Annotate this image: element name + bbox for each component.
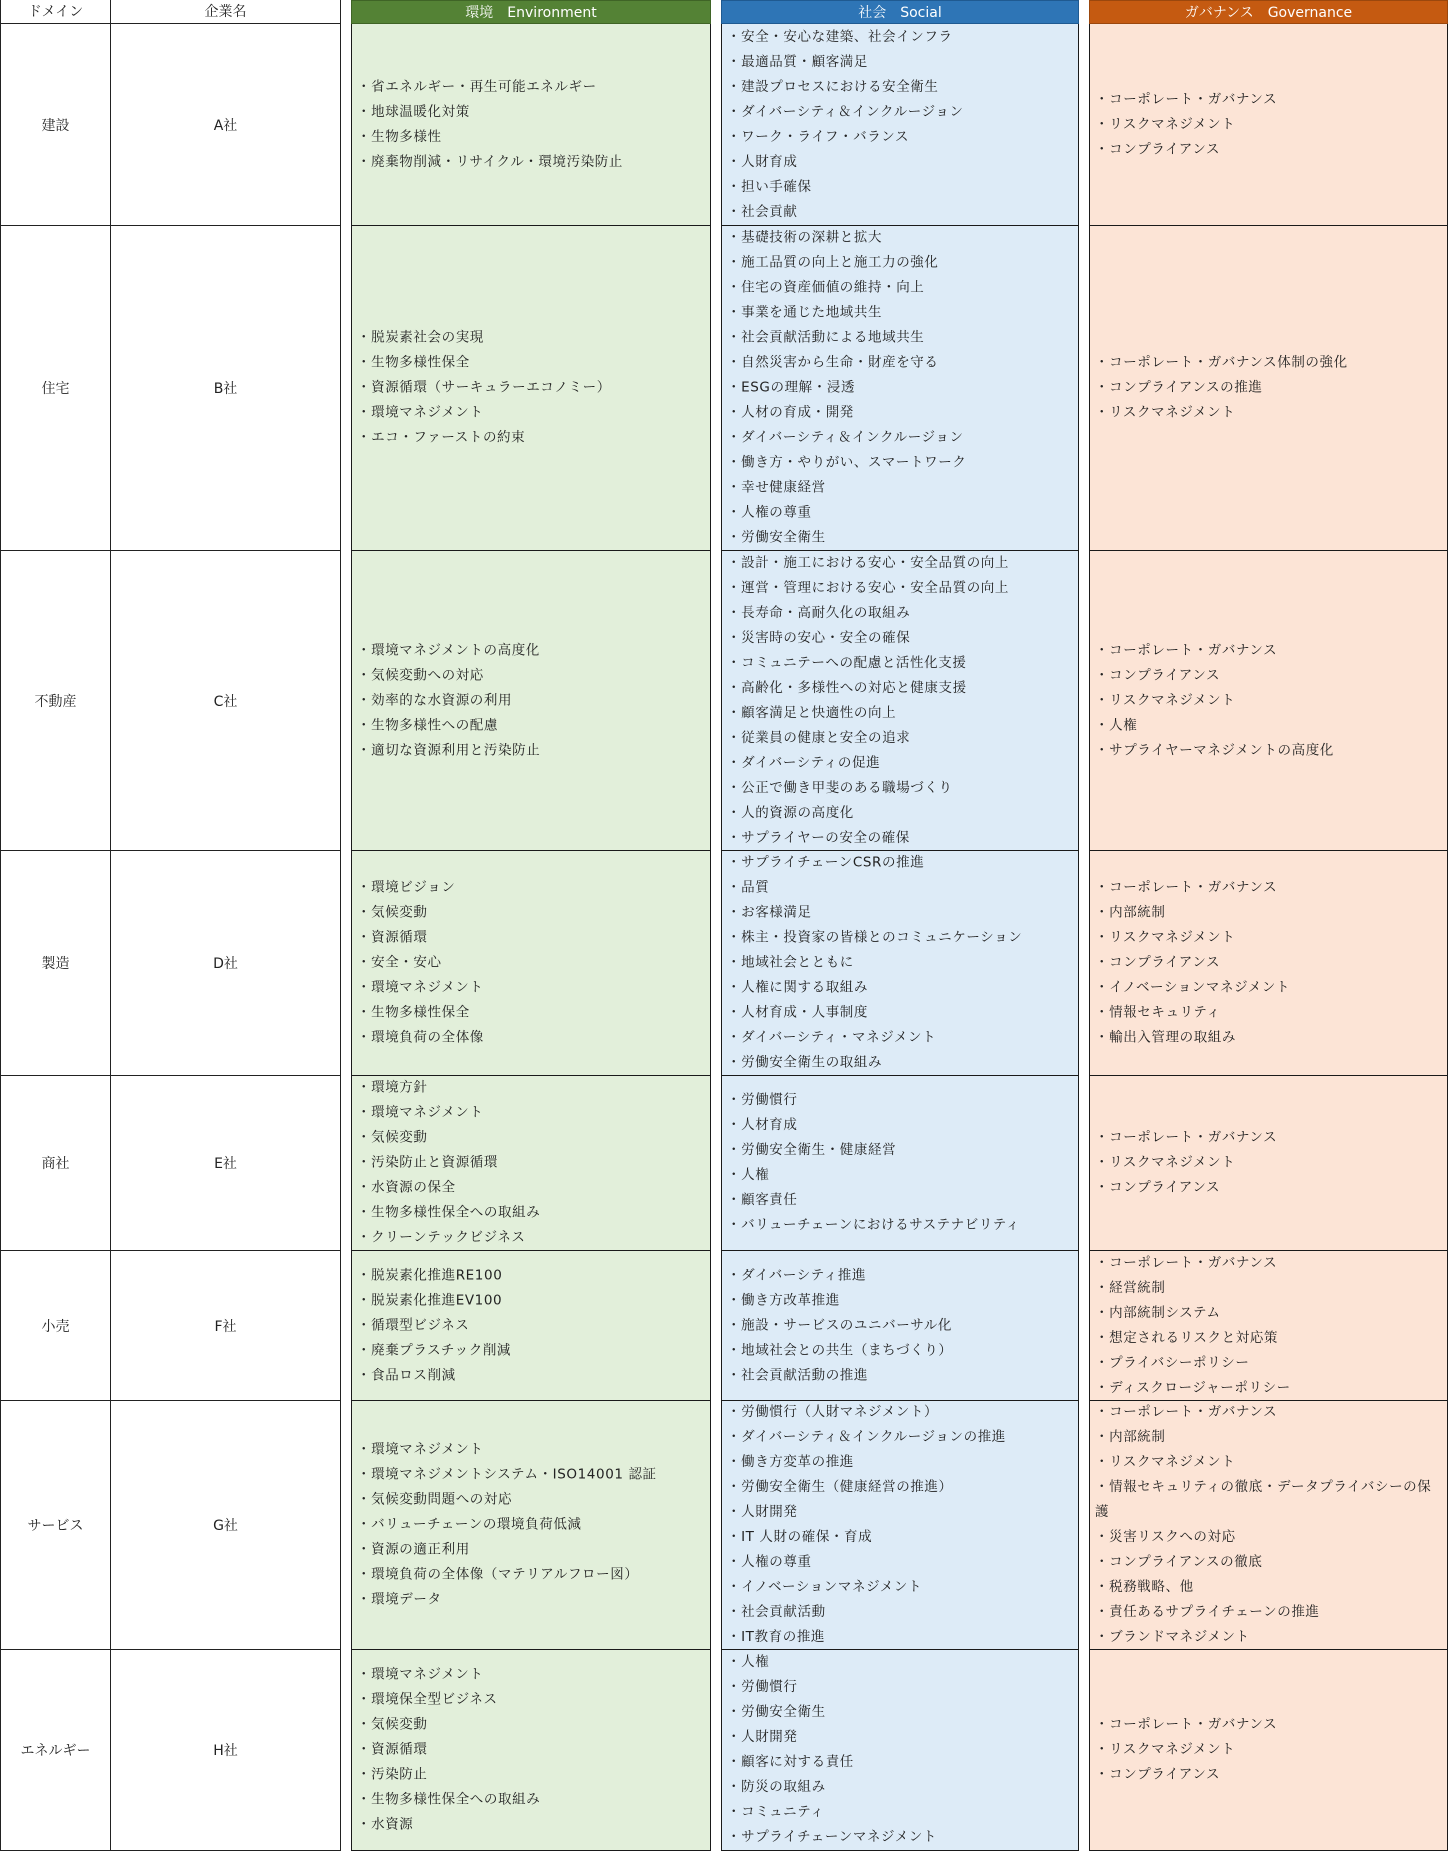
list-item: ・人権に関する取組み	[727, 979, 868, 996]
environment-list	[357, 326, 706, 451]
list-item: ・環境方針	[357, 1079, 428, 1096]
table-row	[0, 851, 1448, 1076]
list-item: ・ダイバーシティ＆インクルージョン	[727, 429, 964, 446]
social-cell	[721, 1251, 1079, 1401]
governance-cell	[1089, 1401, 1448, 1650]
list-item: ・コンプライアンスの推進	[1095, 379, 1263, 396]
list-item: ・運営・管理における安心・安全品質の向上	[727, 579, 1009, 596]
table-row	[0, 1076, 1448, 1251]
list-item: ・サプライヤーマネジメントの高度化	[1095, 742, 1334, 758]
list-item: ・脱炭素社会の実現	[357, 329, 484, 346]
list-item: ・汚染防止	[357, 1766, 428, 1783]
list-item: ・安全・安心	[357, 954, 442, 971]
list-item: ・コンプライアンス	[1095, 954, 1221, 971]
social-cell	[721, 1650, 1079, 1851]
governance-list	[1095, 1400, 1443, 1650]
governance-cell	[1089, 226, 1448, 551]
table-row	[0, 551, 1448, 851]
environment-cell	[351, 1401, 711, 1650]
header-social: 社会 Social	[721, 0, 1079, 24]
list-item: ・気候変動への対応	[357, 667, 484, 683]
domain-cell: 建設	[0, 24, 111, 226]
list-item: ・内部統制	[1095, 904, 1166, 921]
list-item: ・人権の尊重	[727, 1554, 812, 1570]
list-item: ・リスクマネジメント	[1095, 1154, 1236, 1171]
environment-cell	[351, 851, 711, 1076]
list-item: ・人材育成・人事制度	[727, 1004, 868, 1021]
company-cell: A社	[111, 24, 341, 226]
list-item: ・生物多様性保全への取組み	[357, 1204, 541, 1221]
company-cell: H社	[111, 1650, 341, 1851]
social-list	[727, 1088, 1074, 1238]
list-item: ・プライバシーポリシー	[1095, 1354, 1250, 1371]
list-item: ・地域社会とともに	[727, 954, 854, 971]
list-item: ・最適品質・顧客満足	[727, 53, 868, 70]
list-item: ・コーポレート・ガバナンス	[1095, 1716, 1278, 1733]
list-item: ・水資源の保全	[357, 1179, 456, 1196]
list-item: ・働き方変革の推進	[727, 1454, 854, 1470]
list-item: ・担い手確保	[727, 178, 812, 195]
list-item: ・コンプライアンス	[1095, 1179, 1221, 1196]
list-item: ・働き方・やりがい、スマートワーク	[727, 454, 967, 471]
list-item: ・ディスクロージャーポリシー	[1095, 1379, 1291, 1396]
list-item: ・コンプライアンス	[1095, 1766, 1221, 1783]
list-item: ・リスクマネジメント	[1095, 929, 1236, 946]
list-item: ・環境マネジメントの高度化	[357, 642, 540, 658]
list-item: ・汚染防止と資源循環	[357, 1154, 498, 1171]
list-item: ・社会貢献活動による地域共生	[727, 329, 925, 346]
list-item: ・自然災害から生命・財産を守る	[727, 354, 939, 371]
list-item: ・環境マネジメント	[357, 404, 484, 421]
list-item: ・環境マネジメント	[357, 1666, 484, 1683]
list-item: ・環境負荷の全体像（マテリアルフロー図）	[357, 1566, 639, 1583]
table-row	[0, 1251, 1448, 1401]
list-item: ・情報セキュリティの徹底・データプライバシーの保護	[1095, 1479, 1432, 1520]
social-list	[727, 1650, 1074, 1850]
list-item: ・コーポレート・ガバナンス	[1095, 91, 1278, 107]
list-item: ・労働安全衛生・健康経営	[727, 1142, 897, 1158]
table-row	[0, 1401, 1448, 1650]
list-item: ・内部統制	[1095, 1429, 1166, 1445]
list-item: ・イノベーションマネジメント	[727, 1579, 923, 1595]
list-item: ・人財育成	[727, 153, 798, 170]
list-item: ・高齢化・多様性への対応と健康支援	[727, 679, 967, 696]
list-item: ・効率的な水資源の利用	[357, 692, 513, 708]
list-item: ・コーポレート・ガバナンス体制の強化	[1095, 354, 1348, 371]
list-item: ・イノベーションマネジメント	[1095, 979, 1291, 996]
list-item: ・人権	[727, 1654, 770, 1670]
environment-list	[357, 1076, 706, 1251]
list-item: ・基礎技術の深耕と拡大	[727, 229, 883, 246]
domain-cell: 製造	[0, 851, 111, 1076]
list-item: ・内部統制システム	[1095, 1304, 1221, 1321]
list-item: ・リスクマネジメント	[1095, 1741, 1236, 1758]
social-cell	[721, 1076, 1079, 1251]
list-item: ・環境保全型ビジネス	[357, 1691, 498, 1708]
list-item: ・人財開発	[727, 1504, 798, 1520]
list-item: ・サプライチェーンCSRの推進	[727, 854, 925, 871]
list-item: ・人材の育成・開発	[727, 404, 854, 421]
list-item: ・クリーンテックビジネス	[357, 1229, 526, 1246]
list-item: ・コーポレート・ガバナンス	[1095, 1404, 1278, 1420]
environment-list	[357, 638, 706, 763]
social-list	[727, 25, 1074, 225]
governance-cell	[1089, 551, 1448, 851]
environment-cell	[351, 1251, 711, 1401]
list-item: ・脱炭素化推進RE100	[357, 1267, 503, 1283]
list-item: ・ワーク・ライフ・バランス	[727, 128, 910, 145]
list-item: ・生物多様性	[357, 128, 442, 145]
social-cell	[721, 551, 1079, 851]
list-item: ・地球温暖化対策	[357, 103, 470, 120]
environment-list	[357, 1438, 706, 1613]
list-item: ・気候変動	[357, 1129, 428, 1146]
list-item: ・適切な資源利用と汚染防止	[357, 742, 541, 758]
list-item: ・顧客に対する責任	[727, 1754, 854, 1770]
list-item: ・顧客責任	[727, 1192, 798, 1208]
list-item: ・災害リスクへの対応	[1095, 1529, 1236, 1545]
header-row	[0, 0, 1448, 24]
list-item: ・株主・投資家の皆様とのコミュニケーション	[727, 929, 1023, 946]
list-item: ・IT教育の推進	[727, 1629, 826, 1645]
environment-list	[357, 75, 706, 175]
list-item: ・コンプライアンス	[1095, 667, 1221, 683]
company-cell: C社	[111, 551, 341, 851]
domain-cell: 住宅	[0, 226, 111, 551]
domain-cell: エネルギー	[0, 1650, 111, 1851]
list-item: ・廃棄プラスチック削減	[357, 1342, 512, 1358]
list-item: ・施工品質の向上と施工力の強化	[727, 254, 939, 271]
list-item: ・食品ロス削減	[357, 1367, 456, 1383]
list-item: ・循環型ビジネス	[357, 1317, 470, 1333]
list-item: ・コーポレート・ガバナンス	[1095, 1254, 1278, 1271]
governance-cell	[1089, 1251, 1448, 1401]
governance-list	[1095, 876, 1443, 1051]
list-item: ・資源の適正利用	[357, 1541, 470, 1558]
social-list	[727, 551, 1074, 851]
list-item: ・ブランドマネジメント	[1095, 1629, 1250, 1645]
list-item: ・地域社会との共生（まちづくり）	[727, 1342, 953, 1358]
list-item: ・気候変動問題への対応	[357, 1491, 513, 1508]
list-item: ・働き方改革推進	[727, 1292, 840, 1308]
list-item: ・コーポレート・ガバナンス	[1095, 879, 1278, 896]
list-item: ・人的資源の高度化	[727, 804, 854, 821]
list-item: ・お客様満足	[727, 904, 812, 921]
list-item: ・資源循環（サーキュラーエコノミー）	[357, 379, 611, 396]
list-item: ・社会貢献	[727, 203, 798, 220]
domain-cell: サービス	[0, 1401, 111, 1650]
list-item: ・人権	[1095, 717, 1138, 733]
list-item: ・情報セキュリティ	[1095, 1004, 1221, 1021]
list-item: ・ダイバーシティ＆インクルージョンの推進	[727, 1429, 1006, 1445]
governance-list	[1095, 351, 1443, 426]
list-item: ・省エネルギー・再生可能エネルギー	[357, 78, 597, 95]
header-company: 企業名	[111, 0, 341, 24]
list-item: ・コミュニティ	[727, 1804, 825, 1820]
list-item: ・サプライチェーンマネジメント	[727, 1829, 938, 1845]
list-item: ・資源循環	[357, 1741, 428, 1758]
list-item: ・水資源	[357, 1816, 414, 1833]
domain-cell: 商社	[0, 1076, 111, 1251]
list-item: ・労働慣行	[727, 1092, 798, 1108]
environment-cell	[351, 226, 711, 551]
header-domain: ドメイン	[0, 0, 111, 24]
list-item: ・環境負荷の全体像	[357, 1029, 484, 1046]
governance-list	[1095, 87, 1443, 162]
list-item: ・労働安全衛生	[727, 1704, 826, 1720]
list-item: ・防災の取組み	[727, 1779, 826, 1795]
list-item: ・コーポレート・ガバナンス	[1095, 1129, 1278, 1146]
list-item: ・社会貢献活動の推進	[727, 1367, 868, 1383]
list-item: ・顧客満足と快適性の向上	[727, 704, 897, 721]
social-cell	[721, 226, 1079, 551]
list-item: ・生物多様性保全への取組み	[357, 1791, 541, 1808]
environment-list	[357, 1263, 706, 1388]
company-cell: B社	[111, 226, 341, 551]
environment-cell	[351, 551, 711, 851]
company-cell: F社	[111, 1251, 341, 1401]
list-item: ・幸せ健康経営	[727, 479, 826, 496]
list-item: ・環境マネジメント	[357, 979, 484, 996]
environment-list	[357, 876, 706, 1051]
list-item: ・ダイバーシティ＆インクルージョン	[727, 103, 964, 120]
environment-list	[357, 1663, 706, 1838]
environment-cell	[351, 24, 711, 226]
list-item: ・人権	[727, 1167, 770, 1183]
governance-list	[1095, 1251, 1443, 1401]
list-item: ・ダイバーシティ・マネジメント	[727, 1029, 937, 1046]
governance-list	[1095, 1713, 1443, 1788]
list-item: ・サプライヤーの安全の確保	[727, 829, 910, 846]
governance-list	[1095, 638, 1443, 763]
list-item: ・気候変動	[357, 904, 428, 921]
company-cell: D社	[111, 851, 341, 1076]
list-item: ・建設プロセスにおける安全衛生	[727, 78, 939, 95]
governance-cell	[1089, 851, 1448, 1076]
list-item: ・輸出入管理の取組み	[1095, 1029, 1236, 1046]
environment-cell	[351, 1650, 711, 1851]
list-item: ・労働安全衛生の取組み	[727, 1054, 883, 1071]
table-row	[0, 1650, 1448, 1851]
list-item: ・災害時の安心・安全の確保	[727, 629, 911, 646]
social-cell	[721, 1401, 1079, 1650]
list-item: ・労働慣行（人財マネジメント）	[727, 1404, 939, 1420]
list-item: ・長寿命・高耐久化の取組み	[727, 604, 911, 621]
list-item: ・コーポレート・ガバナンス	[1095, 642, 1278, 658]
list-item: ・ダイバーシティ推進	[727, 1267, 867, 1283]
list-item: ・環境マネジメント	[357, 1104, 484, 1121]
governance-list	[1095, 1126, 1443, 1201]
list-item: ・安全・安心な建築、社会インフラ	[727, 28, 953, 45]
governance-cell	[1089, 1076, 1448, 1251]
list-item: ・リスクマネジメント	[1095, 1454, 1236, 1470]
list-item: ・想定されるリスクと対応策	[1095, 1329, 1279, 1346]
list-item: ・施設・サービスのユニバーサル化	[727, 1317, 952, 1333]
list-item: ・生物多様性保全	[357, 354, 470, 371]
list-item: ・脱炭素化推進EV100	[357, 1292, 503, 1308]
list-item: ・人材育成	[727, 1117, 798, 1133]
list-item: ・経営統制	[1095, 1279, 1166, 1296]
environment-cell	[351, 1076, 711, 1251]
table-row	[0, 226, 1448, 551]
list-item: ・住宅の資産価値の維持・向上	[727, 279, 925, 296]
social-list	[727, 226, 1074, 551]
list-item: ・労働安全衛生	[727, 529, 826, 546]
governance-cell	[1089, 24, 1448, 226]
list-item: ・環境データ	[357, 1591, 442, 1608]
list-item: ・廃棄物削減・リサイクル・環境汚染防止	[357, 153, 624, 170]
list-item: ・税務戦略、他	[1095, 1579, 1194, 1595]
header-environment: 環境 Environment	[351, 0, 711, 24]
header-governance: ガバナンス Governance	[1089, 0, 1448, 24]
list-item: ・労働慣行	[727, 1679, 798, 1695]
list-item: ・設計・施工における安心・安全品質の向上	[727, 554, 1009, 571]
list-item: ・リスクマネジメント	[1095, 404, 1236, 421]
list-item: ・従業員の健康と安全の追求	[727, 729, 911, 746]
list-item: ・リスクマネジメント	[1095, 116, 1236, 132]
social-list	[727, 1263, 1074, 1388]
list-item: ・ESGの理解・浸透	[727, 379, 856, 396]
list-item: ・環境ビジョン	[357, 879, 456, 896]
social-list	[727, 851, 1074, 1076]
list-item: ・気候変動	[357, 1716, 428, 1733]
list-item: ・バリューチェーンの環境負荷低減	[357, 1516, 582, 1533]
list-item: ・事業を通じた地域共生	[727, 304, 883, 321]
list-item: ・社会貢献活動	[727, 1604, 826, 1620]
list-item: ・エコ・ファーストの約束	[357, 429, 526, 446]
list-item: ・バリューチェーンにおけるサステナビリティ	[727, 1217, 1020, 1233]
domain-cell: 不動産	[0, 551, 111, 851]
social-list	[727, 1400, 1074, 1650]
list-item: ・環境マネジメントシステム・ISO14001 認証	[357, 1466, 657, 1483]
company-cell: G社	[111, 1401, 341, 1650]
list-item: ・コンプライアンス	[1095, 141, 1221, 157]
list-item: ・コンプライアンスの徹底	[1095, 1554, 1263, 1570]
list-item: ・公正で働き甲斐のある職場づくり	[727, 779, 953, 796]
list-item: ・コミュニテーへの配慮と活性化支援	[727, 654, 967, 671]
list-item: ・生物多様性保全	[357, 1004, 470, 1021]
list-item: ・生物多様性への配慮	[357, 717, 498, 733]
social-cell	[721, 851, 1079, 1076]
list-item: ・品質	[727, 879, 770, 896]
table-row	[0, 24, 1448, 226]
list-item: ・人権の尊重	[727, 504, 812, 521]
domain-cell: 小売	[0, 1251, 111, 1401]
company-cell: E社	[111, 1076, 341, 1251]
list-item: ・資源循環	[357, 929, 428, 946]
list-item: ・責任あるサプライチェーンの推進	[1095, 1604, 1320, 1620]
governance-cell	[1089, 1650, 1448, 1851]
list-item: ・環境マネジメント	[357, 1441, 484, 1458]
list-item: ・労働安全衛生（健康経営の推進）	[727, 1479, 953, 1495]
list-item: ・ダイバーシティの促進	[727, 754, 881, 771]
list-item: ・IT 人財の確保・育成	[727, 1529, 873, 1545]
list-item: ・リスクマネジメント	[1095, 692, 1236, 708]
list-item: ・人財開発	[727, 1729, 798, 1745]
social-cell	[721, 24, 1079, 226]
